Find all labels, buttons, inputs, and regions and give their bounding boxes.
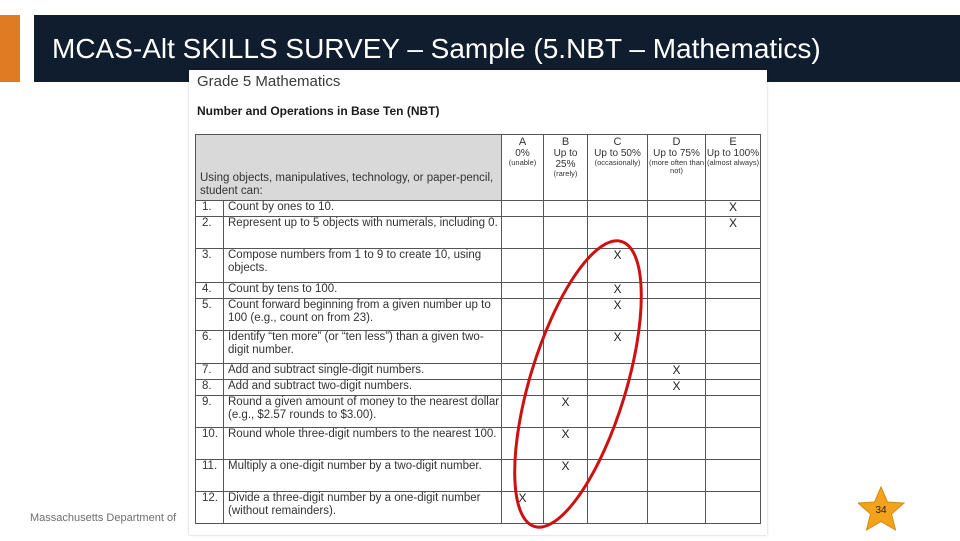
rating-cell	[544, 492, 588, 524]
rating-cell: X	[588, 249, 648, 283]
rating-cell	[502, 428, 544, 460]
rating-cell	[588, 396, 648, 428]
rating-cell: X	[648, 380, 706, 396]
row-number: 6.	[196, 331, 224, 364]
table-row	[196, 428, 761, 460]
accent-bar	[0, 15, 20, 82]
rating-cell	[706, 460, 761, 492]
column-header-e	[706, 135, 761, 201]
skill-description: Count by tens to 100.	[224, 283, 502, 299]
skill-description: Count by ones to 10.	[224, 201, 502, 217]
rating-cell	[648, 492, 706, 524]
column-percent: Up to 50%	[594, 148, 641, 159]
table-row	[196, 331, 761, 364]
rating-cell	[706, 331, 761, 364]
column-note: (more often than not)	[649, 158, 705, 175]
rating-cell	[706, 299, 761, 331]
rating-cell	[648, 331, 706, 364]
skill-description: Count forward beginning from a given number up to 100 (e.g., count on from 23).	[224, 299, 502, 331]
rating-cell	[648, 283, 706, 299]
column-note: (unable)	[508, 158, 537, 167]
table-header-row	[196, 135, 761, 201]
row-number: 4.	[196, 283, 224, 299]
rating-cell	[544, 217, 588, 249]
rating-cell	[544, 331, 588, 364]
row-number: 12.	[196, 492, 224, 524]
rating-cell	[706, 428, 761, 460]
rating-cell	[502, 460, 544, 492]
rating-cell	[588, 217, 648, 249]
column-header-d	[648, 135, 706, 201]
skill-description: Compose numbers from 1 to 9 to create 10, using objects.	[224, 249, 502, 283]
skill-description: Represent up to 5 objects with numerals, including 0.	[224, 217, 502, 249]
table-row	[196, 396, 761, 428]
skill-description: Round a given amount of money to the nearest dollar (e.g., $2.57 rounds to $3.00).	[224, 396, 502, 428]
rating-cell	[502, 364, 544, 380]
rating-cell	[544, 201, 588, 217]
table-row	[196, 380, 761, 396]
rating-cell	[706, 249, 761, 283]
rating-cell: X	[706, 217, 761, 249]
column-note: (occasionally)	[594, 158, 641, 167]
rating-cell	[588, 492, 648, 524]
table-row	[196, 492, 761, 524]
skill-description: Identify “ten more” (or “ten less”) than a given two-digit number.	[224, 331, 502, 364]
rating-cell	[588, 460, 648, 492]
rating-cell	[502, 217, 544, 249]
rating-cell	[706, 492, 761, 524]
rating-cell	[502, 299, 544, 331]
rating-cell	[544, 380, 588, 396]
column-letter: C	[613, 136, 622, 148]
column-letter: A	[518, 136, 527, 148]
column-header-b	[544, 135, 588, 201]
row-number: 1.	[196, 201, 224, 217]
rating-cell	[706, 283, 761, 299]
rating-cell	[588, 380, 648, 396]
rating-cell: X	[544, 428, 588, 460]
row-number: 2.	[196, 217, 224, 249]
skill-description: Divide a three-digit number by a one-digit number (without remainders).	[224, 492, 502, 524]
skill-description: Round whole three-digit numbers to the nearest 100.	[224, 428, 502, 460]
rating-cell	[588, 201, 648, 217]
grade-title: Grade 5 Mathematics	[197, 73, 341, 90]
rating-cell	[706, 380, 761, 396]
skill-description: Multiply a one-digit number by a two-digit number.	[224, 460, 502, 492]
skill-description: Add and subtract two-digit numbers.	[224, 380, 502, 396]
table-row	[196, 249, 761, 283]
table-row	[196, 364, 761, 380]
column-letter: B	[561, 136, 570, 148]
row-number: 9.	[196, 396, 224, 428]
table-row	[196, 299, 761, 331]
rating-cell	[648, 249, 706, 283]
rating-cell	[502, 396, 544, 428]
rating-cell	[544, 299, 588, 331]
column-header-c	[588, 135, 648, 201]
prompt-cell: Using objects, manipulatives, technology, or paper-pencil, student can:	[196, 135, 502, 201]
column-letter: D	[672, 136, 681, 148]
rating-cell	[648, 201, 706, 217]
rating-cell	[648, 428, 706, 460]
column-percent: Up to 100%	[706, 148, 760, 159]
rating-cell	[502, 249, 544, 283]
rating-cell: X	[544, 396, 588, 428]
column-percent: Up to 75%	[653, 148, 700, 159]
rating-cell: X	[648, 364, 706, 380]
row-number: 11.	[196, 460, 224, 492]
footer-text: Massachusetts Department of	[30, 512, 177, 524]
column-percent: 0%	[515, 148, 530, 159]
page-number: 34	[875, 505, 887, 516]
column-percent: Up to 25%	[553, 148, 578, 170]
table-row	[196, 217, 761, 249]
rating-cell: X	[588, 331, 648, 364]
rating-cell	[648, 217, 706, 249]
column-letter: E	[729, 136, 737, 148]
row-number: 7.	[196, 364, 224, 380]
rating-cell	[544, 249, 588, 283]
column-header-a	[502, 135, 544, 201]
rating-cell	[706, 364, 761, 380]
table-row	[196, 460, 761, 492]
row-number: 5.	[196, 299, 224, 331]
row-number: 10.	[196, 428, 224, 460]
rating-cell	[502, 283, 544, 299]
row-number: 3.	[196, 249, 224, 283]
rating-cell	[648, 460, 706, 492]
section-title: Number and Operations in Base Ten (NBT)	[197, 104, 440, 118]
rating-cell	[544, 364, 588, 380]
rating-cell	[544, 283, 588, 299]
skill-description: Add and subtract single-digit numbers.	[224, 364, 502, 380]
rating-cell: X	[706, 201, 761, 217]
rating-cell: X	[502, 492, 544, 524]
rating-cell	[648, 396, 706, 428]
rating-cell: X	[588, 299, 648, 331]
row-number: 8.	[196, 380, 224, 396]
rating-cell	[502, 331, 544, 364]
rating-cell: X	[588, 283, 648, 299]
table-row	[196, 283, 761, 299]
rating-cell	[648, 299, 706, 331]
column-note: (rarely)	[553, 169, 578, 178]
rating-cell	[706, 396, 761, 428]
column-note: (almost always)	[706, 158, 760, 167]
rating-cell	[588, 428, 648, 460]
survey-sheet	[189, 70, 767, 535]
rating-cell: X	[544, 460, 588, 492]
rating-cell	[502, 201, 544, 217]
skills-table	[195, 134, 761, 524]
slide-title: MCAS-Alt SKILLS SURVEY – Sample (5.NBT – Mathematics)	[52, 33, 821, 64]
table-row	[196, 201, 761, 217]
rating-cell	[588, 364, 648, 380]
rating-cell	[502, 380, 544, 396]
